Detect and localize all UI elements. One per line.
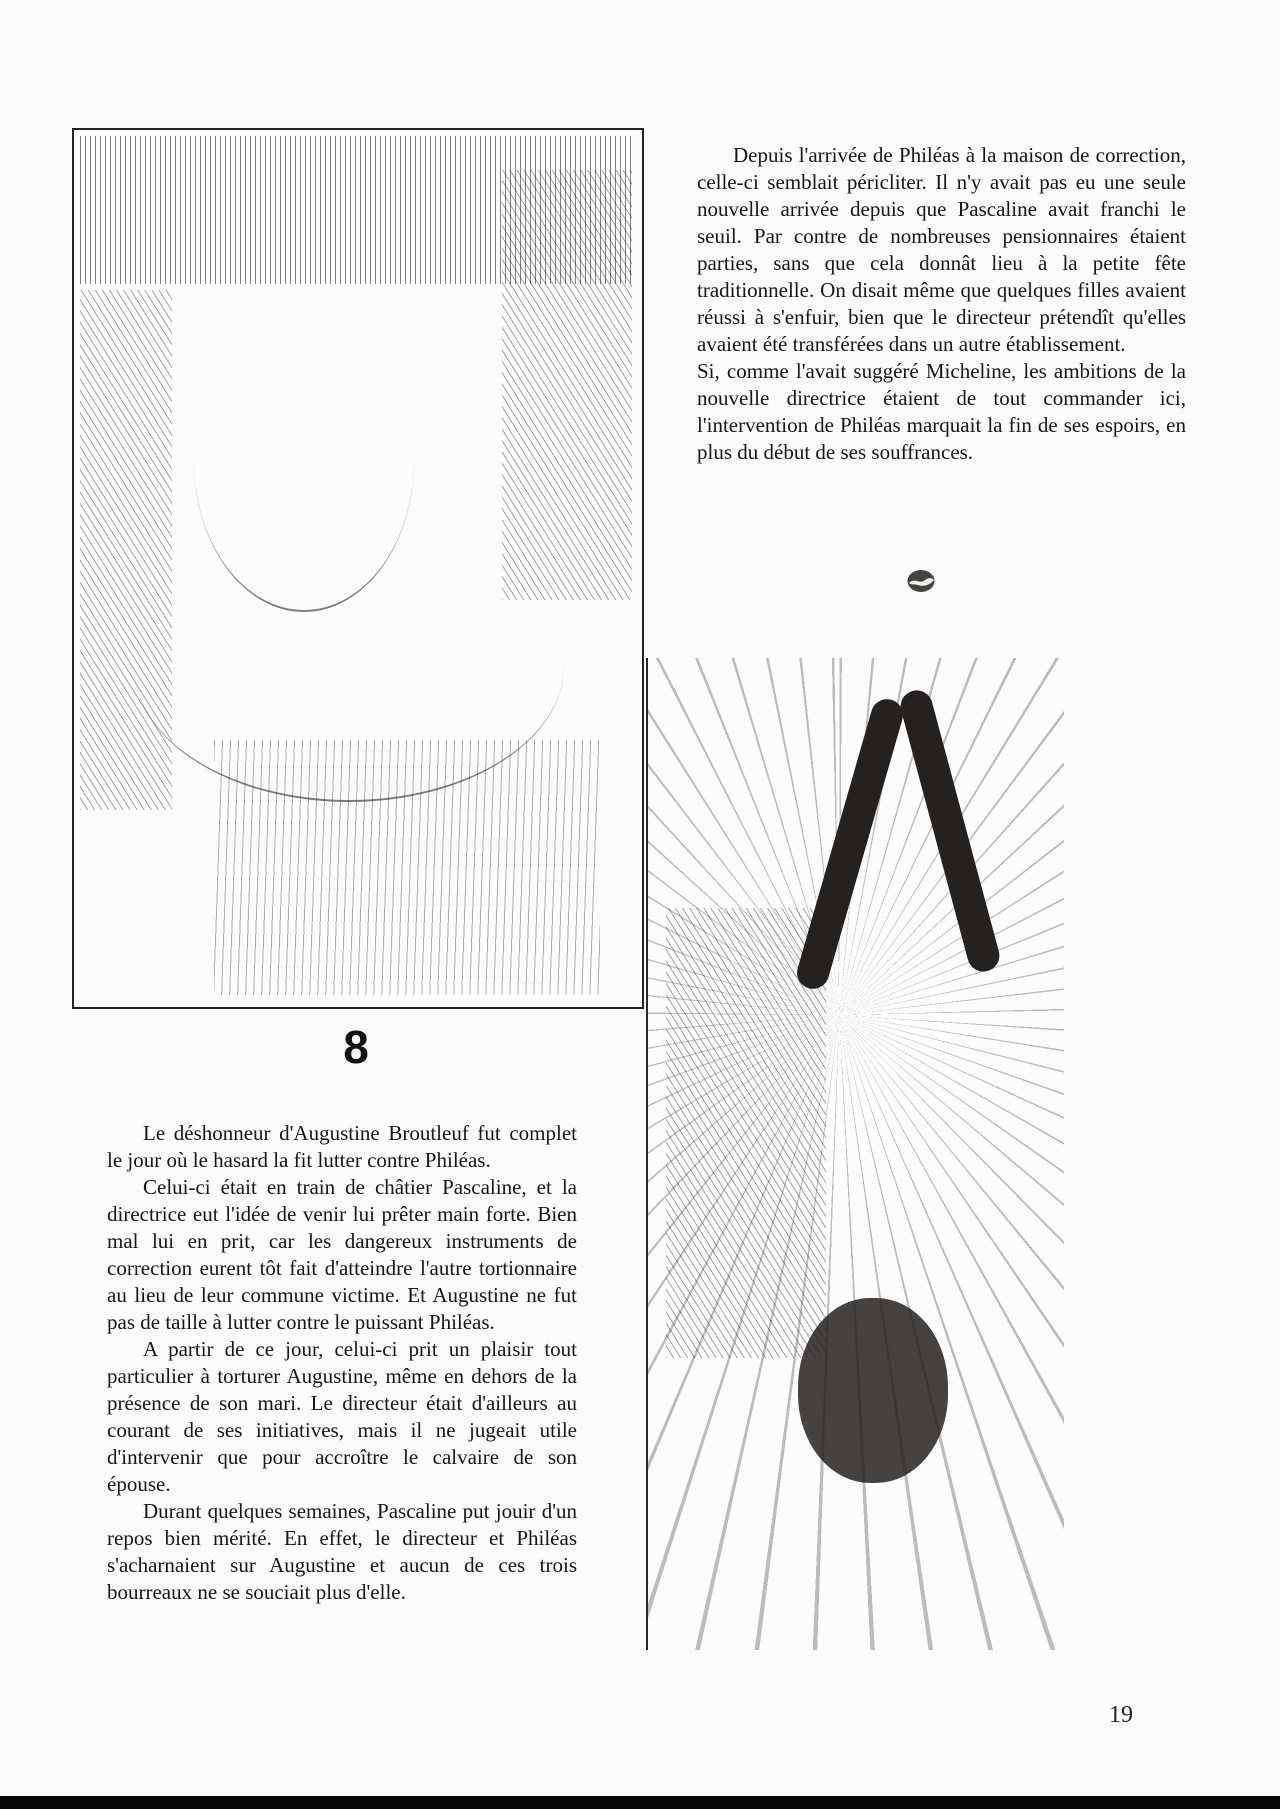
intro-paragraph-2: Si, comme l'avait suggéré Micheline, les ambitions de la nouvelle directrice étaient de tout commander ici, l'intervention de Philéas marquait la fin de ses espoirs, en plus du début de ses souffrances.	[697, 359, 1186, 464]
illustration-panel-2	[646, 658, 1064, 1650]
body-paragraph-2: Celui-ci était en train de châtier Pascaline, et la directrice eut l'idée de venir lui prêter main forte. Bien mal lui en prit, car les dangereux instruments de correction eurent tôt fait d'atteindre l'autre tortionnaire au lieu de leur commune victime. Et Augustine ne fut pas de taille à lutter contre le puissant Philéas.	[107, 1175, 577, 1334]
page-number: 19	[1109, 1702, 1133, 1728]
illustration-hatch-right	[502, 170, 632, 600]
chapter-number: 8	[343, 1021, 369, 1073]
illustration-panel-1	[72, 128, 644, 1009]
body-paragraph-1: Le déshonneur d'Augustine Broutleuf fut complet le jour où le hasard la fit lutter contre Philéas.	[107, 1121, 577, 1172]
body-paragraph-4: Durant quelques semaines, Pascaline put jouir d'un repos bien mérité. En effet, le directeur et Philéas s'acharnaient sur Augustine et aucun de ces trois bourreaux ne se souciait plus d'elle.	[107, 1499, 577, 1604]
bean-ornament	[906, 569, 936, 595]
illustration-tonal-mass-3	[798, 1298, 948, 1483]
body-paragraph-3: A partir de ce jour, celui-ci prit un plaisir tout particulier à torturer Augustine, même en dehors de la présence de son mari. Le directeur était d'ailleurs au courant de ses initiatives, mais il ne jugeait utile d'intervenir que pour accroître le calvaire de son épouse.	[107, 1337, 577, 1496]
body-text-block	[107, 1120, 577, 1606]
illustration-hatch-left	[80, 290, 172, 810]
illustration-hatch-figure	[666, 908, 826, 1358]
intro-text-block	[697, 142, 1186, 466]
illustration-curve-2	[194, 310, 414, 612]
intro-paragraph-1: Depuis l'arrivée de Philéas à la maison de correction, celle-ci semblait péricliter. Il n'y avait pas eu une seule nouvelle arrivée depuis que Pascaline avait franchi le seuil. Par contre de nombreuses pensionnaires étaient parties, sans que cela donnât lieu à la petite fête traditionnelle. On disait même que quelques filles avaient réussi à s'enfuir, bien que le directeur prétendît qu'elles avaient été transférées dans un autre établissement.	[697, 143, 1186, 356]
footer-bar	[0, 1796, 1280, 1809]
